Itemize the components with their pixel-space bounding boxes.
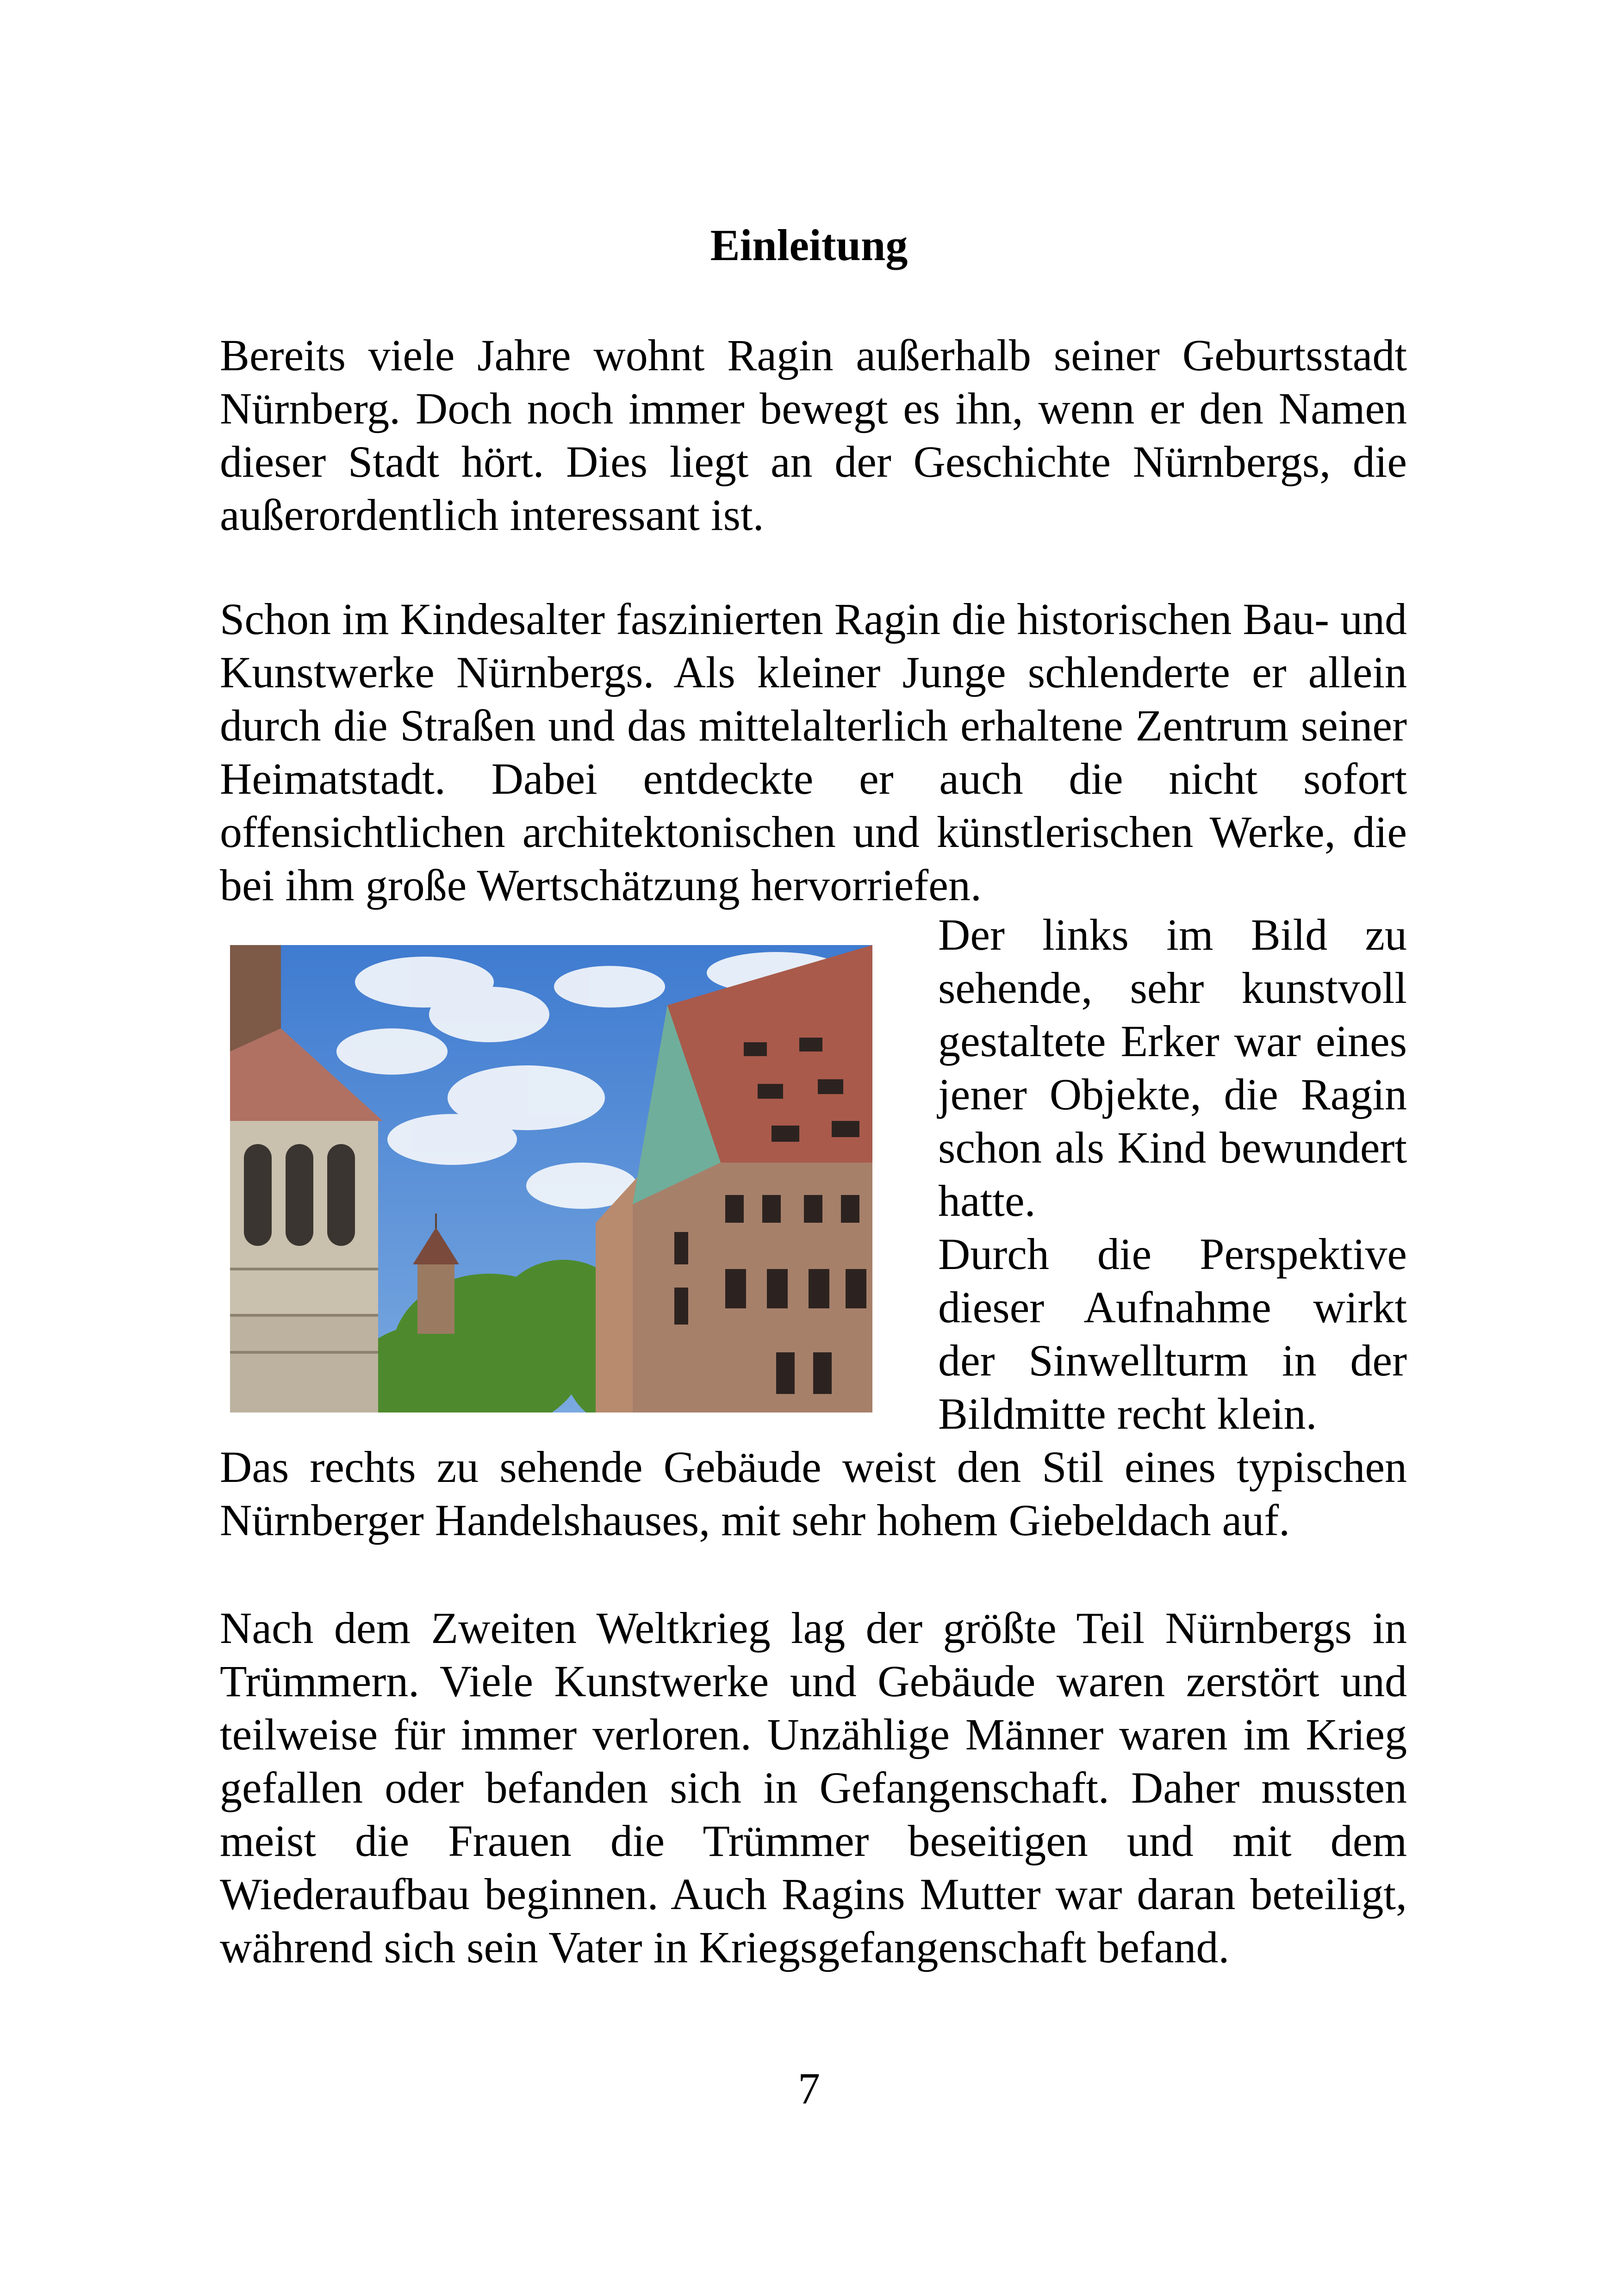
paragraph-trade-house: Das rechts zu sehende Gebäude weist den Stil eines typischen Nürnberger Handelshauses, mit sehr hohem Giebeldach auf. [220, 1442, 1407, 1545]
paragraph-postwar: Nach dem Zweiten Weltkrieg lag der größte Teil Nürnbergs in Trümmern. Viele Kunstwerke und Gebäude waren zerstört und teilweise für immer verloren. Unzählige Männer waren im Krieg gefallen oder befanden sich in Gefangenschaft. Daher mussten meist die Frauen die Trümmer beseitigen und mit dem Wiederaufbau beginnen. Auch Ragins Mutter war daran beteiligt, während sich sein Vater in Kriegsgefangenschaft befand. [220, 1603, 1407, 1972]
paragraph-intro: Bereits viele Jahre wohnt Ragin außerhalb seiner Geburtsstadt Nürnberg. Doch noch immer bewegt es ihn, wenn er den Namen dieser Stadt hört. Dies liegt an der Geschichte Nürnbergs, die außerordentlich interessant ist. [220, 330, 1407, 540]
nuremberg-photo [230, 945, 872, 1412]
page-number: 7 [798, 2064, 820, 2113]
photo-caption-text [938, 908, 1407, 1440]
side-paragraph-tower: Durch die Perspektive dieser Aufnahme wirkt der Sinwellturm in der Bildmitte recht klein. [938, 1229, 1407, 1438]
trade-house [633, 945, 872, 1412]
chapter-title: Einleitung [710, 220, 908, 270]
side-paragraph-oriel: Der links im Bild zu sehende, sehr kunstvoll gestaltete Erker war eines jener Objekte, die Ragin schon als Kind bewundert hatte. [938, 910, 1407, 1226]
paragraph-childhood: Schon im Kindesalter faszinierten Ragin die historischen Bau- und Kunstwerke Nürnbergs. Als kleiner Junge schlenderte er allein durch die Straßen und das mittelalterlich erhaltene Zentrum seiner Heimatstadt. Dabei entdeckte er auch die nicht sofort offensichtlichen architektonischen und künstlerischen Werke, die bei ihm große Wertschätzung hervorriefen. [220, 594, 1407, 910]
